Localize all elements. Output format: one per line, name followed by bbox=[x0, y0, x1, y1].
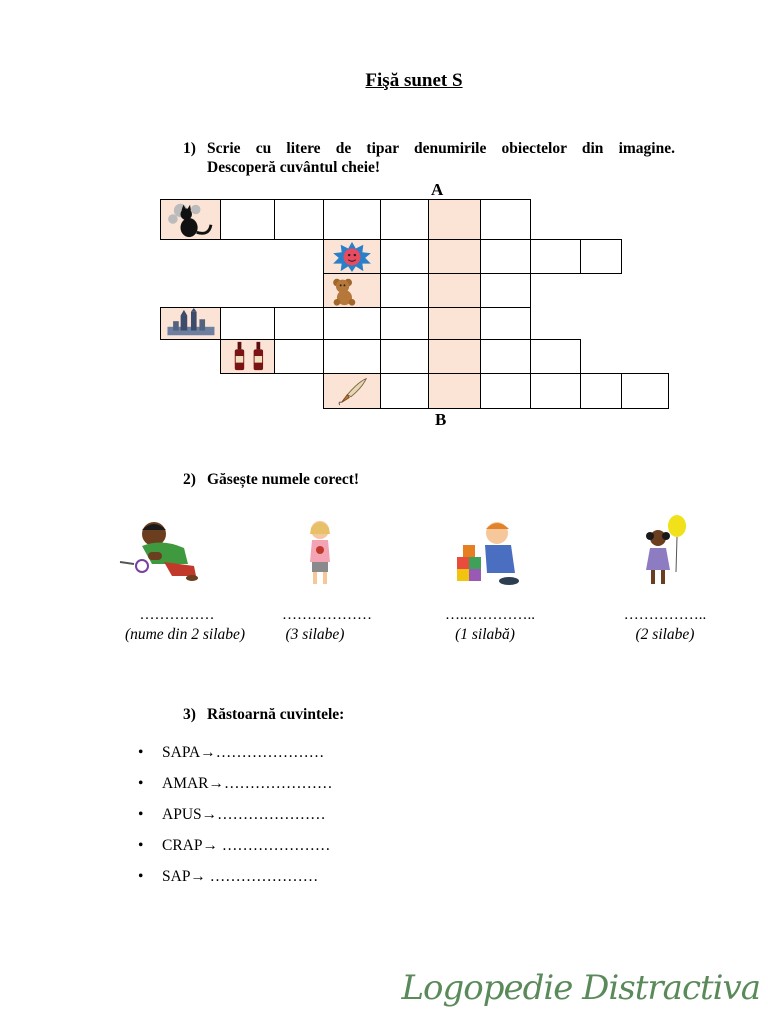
hint-1: (nume din 2 silabe) bbox=[124, 626, 246, 643]
crossword-cell[interactable] bbox=[380, 199, 429, 240]
crossword-cell[interactable] bbox=[323, 307, 381, 340]
crossword-key-cell[interactable] bbox=[428, 273, 481, 308]
sun-icon bbox=[324, 240, 380, 273]
castle-icon bbox=[161, 308, 220, 339]
task-2-heading bbox=[183, 471, 359, 489]
list-item bbox=[138, 837, 330, 855]
teddy-bear-icon bbox=[324, 274, 380, 307]
task-2-number: 2) bbox=[183, 471, 196, 488]
girl-medal-icon bbox=[300, 516, 340, 588]
crossword-cell[interactable] bbox=[530, 373, 581, 409]
answer-dots-4[interactable]: …………….. bbox=[623, 607, 707, 623]
task-1-line-1: Scrie cu litere de tipar denumirile obiectelor din imagine. bbox=[207, 140, 675, 157]
bullet: • bbox=[138, 837, 144, 854]
girl-balloon-icon bbox=[638, 514, 690, 590]
hint-2: (3 silabe) bbox=[285, 626, 345, 643]
crossword-cell[interactable] bbox=[274, 307, 324, 340]
crossword-key-cell[interactable] bbox=[428, 307, 481, 340]
word-reverse-2[interactable]: AMAR→………………… bbox=[162, 775, 333, 792]
crossword-cell[interactable] bbox=[274, 199, 324, 240]
hint-3: (1 silabă) bbox=[455, 626, 515, 643]
crossword-label-top: A bbox=[431, 180, 444, 199]
crossword-cell[interactable] bbox=[480, 239, 531, 274]
cat-icon bbox=[161, 200, 220, 239]
crossword-cell[interactable] bbox=[530, 239, 581, 274]
crossword-picture-sun bbox=[323, 239, 381, 274]
crossword-cell[interactable] bbox=[480, 307, 531, 340]
task-2-heading-text: Găsește numele corect! bbox=[207, 471, 360, 488]
crossword-cell[interactable] bbox=[323, 339, 381, 374]
crossword-cell[interactable] bbox=[480, 199, 531, 240]
girl-medal-picture bbox=[300, 516, 340, 588]
task-3-heading-text: Răstoarnă cuvintele: bbox=[207, 706, 345, 723]
bullet: • bbox=[138, 744, 144, 761]
bullet: • bbox=[138, 775, 144, 792]
crossword-cell[interactable] bbox=[380, 307, 429, 340]
boy-crawling-picture bbox=[112, 518, 202, 590]
feather-pen-icon bbox=[324, 374, 380, 408]
task-1-number: 1) bbox=[183, 140, 196, 157]
bullet: • bbox=[138, 868, 144, 885]
crossword-cell[interactable] bbox=[580, 239, 622, 274]
crossword-picture-bottles bbox=[220, 339, 275, 374]
crossword-key-cell[interactable] bbox=[428, 339, 481, 374]
crossword-picture-teddy bbox=[323, 273, 381, 308]
answer-dots-2[interactable]: ……………… bbox=[282, 607, 372, 623]
crossword-cell[interactable] bbox=[621, 373, 669, 409]
crossword-cell[interactable] bbox=[220, 307, 275, 340]
crossword-cell[interactable] bbox=[380, 339, 429, 374]
crossword-picture-cat bbox=[160, 199, 221, 240]
word-reverse-3[interactable]: APUS→………………… bbox=[162, 806, 326, 823]
list-item bbox=[138, 744, 324, 762]
crossword-label-bottom: B bbox=[435, 410, 447, 429]
crossword-cell[interactable] bbox=[580, 373, 622, 409]
crossword-cell[interactable] bbox=[274, 339, 324, 374]
answer-dots-1[interactable]: …………… bbox=[139, 607, 215, 623]
bullet: • bbox=[138, 806, 144, 823]
crossword-cell[interactable] bbox=[480, 373, 531, 409]
word-reverse-4[interactable]: CRAP→ ………………… bbox=[162, 837, 331, 854]
logo-watermark: Logopedie Distractiva bbox=[401, 968, 760, 1008]
answer-dots-3[interactable]: …..………….. bbox=[445, 607, 535, 623]
crossword-key-cell[interactable] bbox=[428, 373, 481, 409]
boy-blocks-picture bbox=[453, 517, 523, 589]
crossword-cell[interactable] bbox=[380, 273, 429, 308]
crossword-cell[interactable] bbox=[530, 339, 581, 374]
list-item bbox=[138, 806, 326, 824]
girl-balloon-picture bbox=[638, 514, 690, 590]
crossword-cell[interactable] bbox=[480, 339, 531, 374]
crossword-key-cell[interactable] bbox=[428, 199, 481, 240]
word-reverse-5[interactable]: SAP→ ………………… bbox=[162, 868, 319, 885]
crossword-picture-pen bbox=[323, 373, 381, 409]
boy-crawling-icon bbox=[112, 518, 202, 590]
bottles-icon bbox=[221, 340, 274, 373]
list-item bbox=[138, 868, 318, 886]
task-1-line-2: Descoperă cuvântul cheie! bbox=[207, 159, 381, 176]
crossword-cell[interactable] bbox=[380, 239, 429, 274]
crossword-picture-castle bbox=[160, 307, 221, 340]
hint-4: (2 silabe) bbox=[635, 626, 695, 643]
crossword-cell[interactable] bbox=[220, 199, 275, 240]
page-title: Fişă sunet S bbox=[365, 70, 463, 91]
boy-blocks-icon bbox=[453, 517, 523, 589]
task-3-number: 3) bbox=[183, 706, 196, 723]
list-item bbox=[138, 775, 333, 793]
word-reverse-1[interactable]: SAPA→………………… bbox=[162, 744, 325, 761]
crossword-cell[interactable] bbox=[480, 273, 531, 308]
task-3-heading bbox=[183, 706, 344, 724]
crossword-key-cell[interactable] bbox=[428, 239, 481, 274]
crossword-cell[interactable] bbox=[380, 373, 429, 409]
crossword-cell[interactable] bbox=[323, 199, 381, 240]
